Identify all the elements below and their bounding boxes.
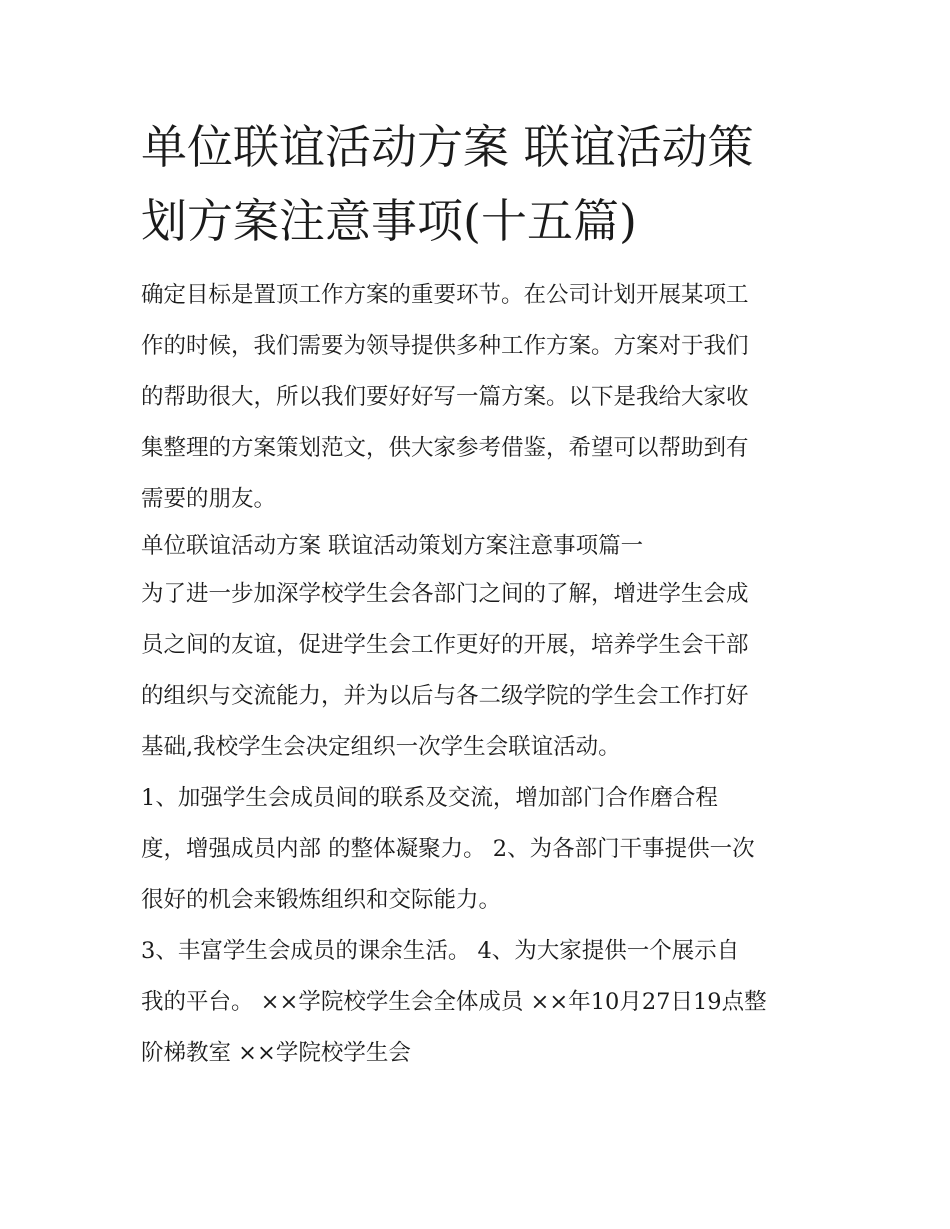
document-page [141,110,821,1079]
text-line: 确定目标是置顶工作方案的重要环节。在公司计划开展某项工 [141,282,749,308]
intro-paragraph [141,270,821,525]
text-line: 集整理的方案策划范文，供大家参考借鉴，希望可以帮助到有 [141,435,749,461]
text-line: 的组织与交流能力，并为以后与各二级学院的学生会工作打好 [141,683,749,709]
text-line: 的帮助很大，所以我们要好好写一篇方案。以下是我给大家收 [141,384,749,410]
text-line: 我的平台。 ××学院校学生会全体成员 ××年10月27日19点整 [141,989,767,1015]
text-line: 阶梯教室 ××学院校学生会 [141,1040,411,1066]
body-paragraph-3 [141,926,821,1079]
text-line: 1、加强学生会成员间的联系及交流，增加部门合作磨合程 [141,785,718,811]
text-line: 员之间的友谊，促进学生会工作更好的开展，培养学生会干部 [141,632,749,658]
text-line: 度，增强成员内部 的整体凝聚力。 2、为各部门干事提供一次 [141,836,755,862]
body-paragraph-2 [141,773,821,926]
title-line: 划方案注意事项(十五篇) [141,194,637,248]
text-line: 很好的机会来锻炼组织和交际能力。 [141,887,502,913]
text-line: 作的时候，我们需要为领导提供多种工作方案。方案对于我们 [141,333,749,359]
text-line: 单位联谊活动方案 联谊活动策划方案注意事项篇一 [141,533,644,559]
title-line: 单位联谊活动方案 联谊活动策 [141,120,754,174]
text-line: 为了进一步加深学校学生会各部门之间的了解，增进学生会成 [141,581,749,607]
text-line: 基础,我校学生会决定组织一次学生会联谊活动。 [141,734,621,760]
text-line: 需要的朋友。 [141,486,277,512]
body-paragraph-1 [141,569,821,773]
section-heading [141,529,821,563]
document-title [141,110,821,258]
text-line: 3、丰富学生会成员的课余生活。 4、为大家提供一个展示自 [141,938,740,964]
